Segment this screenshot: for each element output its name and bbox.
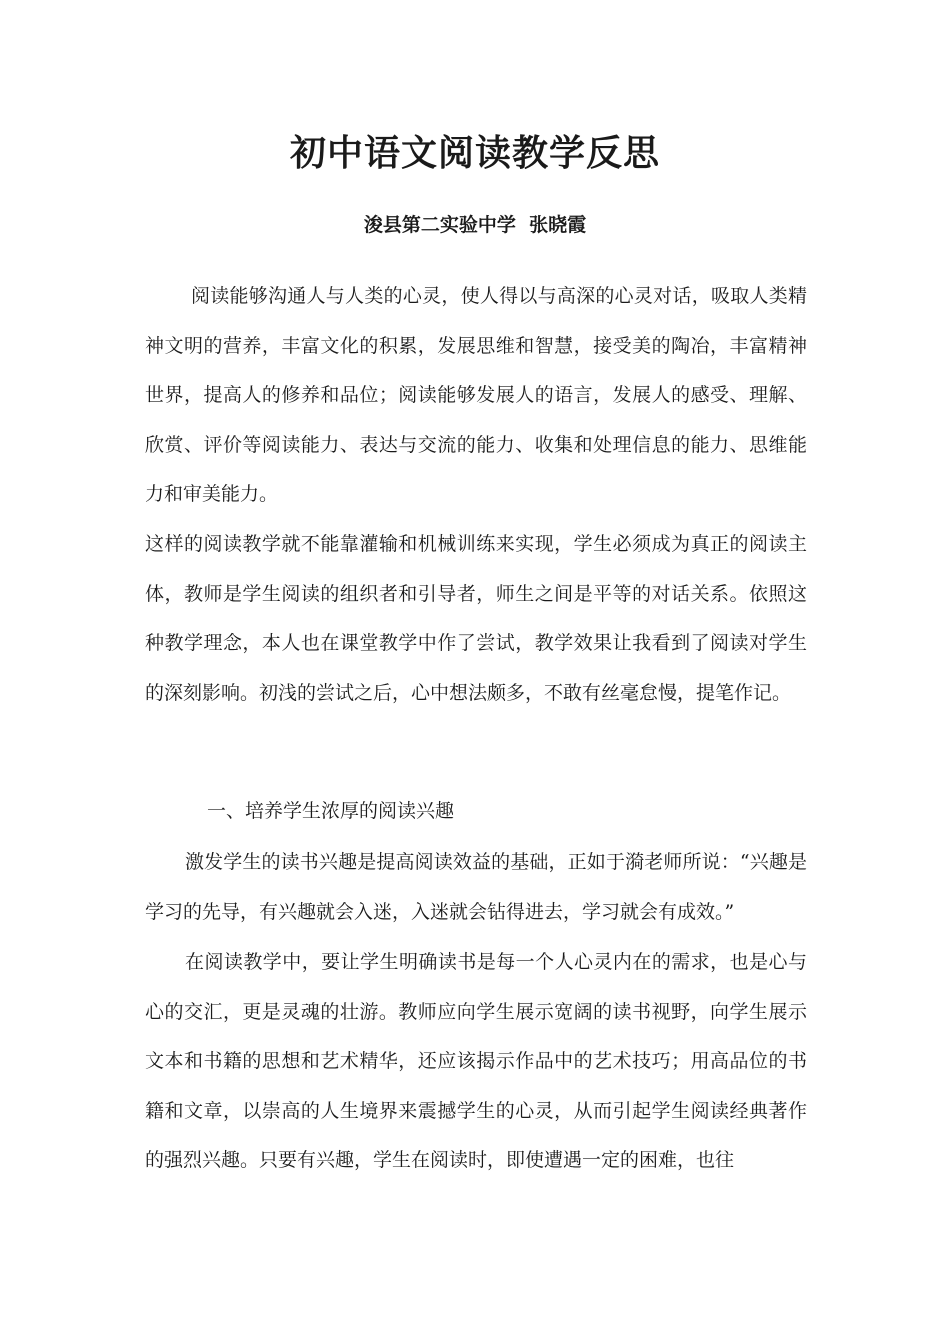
paragraph-3: 激发学生的读书兴趣是提高阅读效益的基础，正如于漪老师所说：“兴趣是学习的先导，有兴趣就会入迷，入迷就会钻得进去，学习就会有成效。” — [145, 851, 807, 923]
paragraph-1: 阅读能够沟通人与人类的心灵，使人得以与高深的心灵对话，吸取人类精神文明的营养，丰富文化的积累，发展思维和智慧，接受美的陶冶，丰富精神世界，提高人的修养和品位；阅读能够发展人的语言，发展人的感受、理解、欣赏、评价等阅读能力、表达与交流的能力、收集和处理信息的能力、思维能力和审美能力。 — [145, 285, 807, 505]
document-title: 初中语文阅读教学反思 — [289, 132, 660, 174]
section-heading: 一、培养学生浓厚的阅读兴趣 — [207, 800, 455, 822]
author-line: 浚县第二实验中学 张晓霞 — [363, 214, 587, 236]
paragraph-4: 在阅读教学中，要让学生明确读书是每一个人心灵内在的需求，也是心与心的交汇，更是灵魂的壮游。教师应向学生展示宽阔的读书视野，向学生展示文本和书籍的思想和艺术精华，还应该揭示作品中的艺术技巧；用高品位的书籍和文章，以崇高的人生境界来震撼学生的心灵，从而引起学生阅读经典著作的强烈兴趣。只要有兴趣，学生在阅读时，即使遭遇一定的困难，也往 — [145, 951, 807, 1171]
paragraph-2: 这样的阅读教学就不能靠灌输和机械训练来实现，学生必须成为真正的阅读主体，教师是学生阅读的组织者和引导者，师生之间是平等的对话关系。依照这种教学理念，本人也在课堂教学中作了尝试，教学效果让我看到了阅读对学生的深刻影响。初浅的尝试之后，心中想法颇多，不敢有丝毫怠慢，提笔作记。 — [145, 533, 807, 704]
